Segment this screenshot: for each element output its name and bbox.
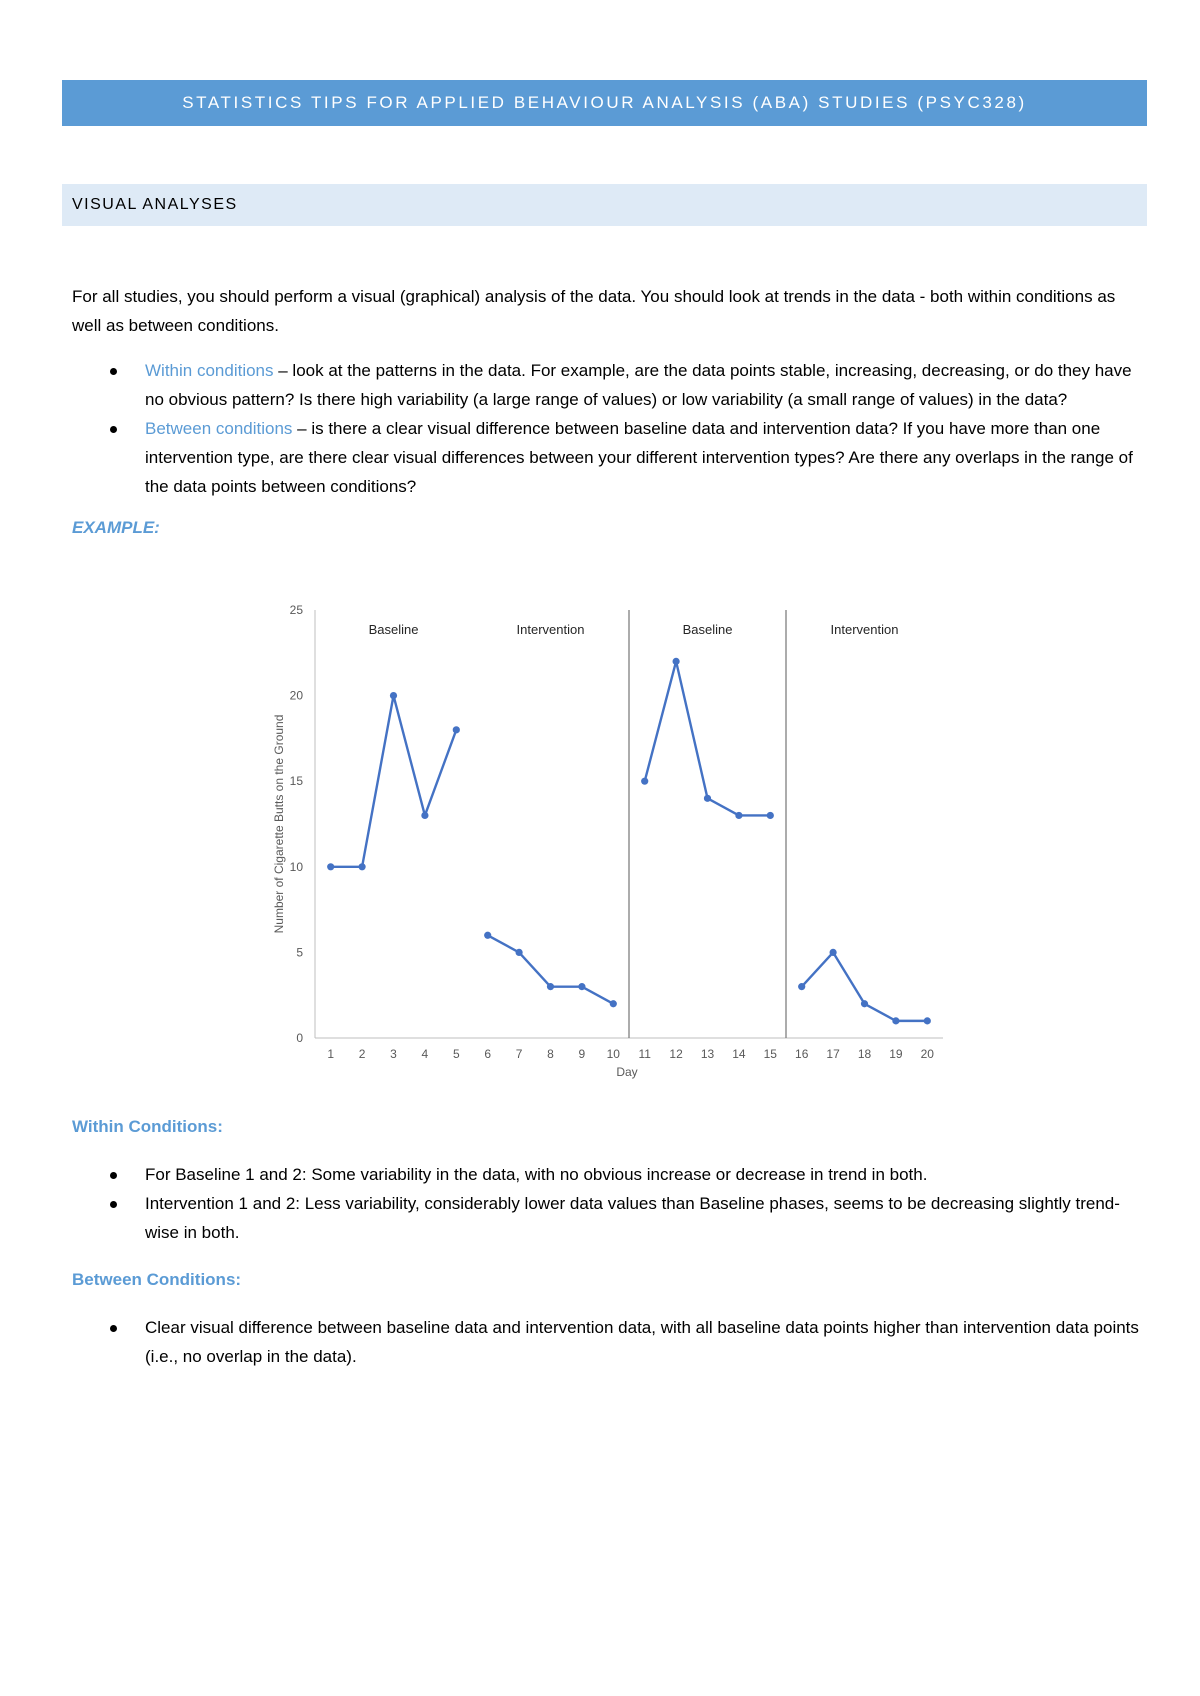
phase-label: Baseline bbox=[368, 622, 419, 637]
x-tick-label: 3 bbox=[390, 1047, 397, 1061]
x-tick-label: 8 bbox=[547, 1047, 554, 1061]
series-line bbox=[802, 952, 928, 1020]
data-point bbox=[547, 983, 554, 990]
x-tick-labels bbox=[327, 1047, 934, 1061]
data-point bbox=[798, 983, 805, 990]
document-body bbox=[72, 282, 1140, 542]
phase-label: Intervention bbox=[830, 622, 899, 637]
x-tick-label: 18 bbox=[857, 1047, 872, 1061]
x-tick-label: 7 bbox=[515, 1047, 523, 1061]
x-tick-label: 4 bbox=[421, 1047, 429, 1061]
y-tick-label: 25 bbox=[289, 603, 303, 617]
series-line bbox=[488, 935, 614, 1003]
data-point bbox=[704, 795, 711, 802]
series-line bbox=[645, 661, 771, 815]
y-tick-label: 5 bbox=[296, 945, 303, 960]
x-tick-label: 11 bbox=[638, 1047, 651, 1061]
x-tick-label: 15 bbox=[763, 1047, 777, 1061]
list-item bbox=[72, 414, 1140, 501]
y-tick-label: 10 bbox=[289, 859, 303, 874]
data-point bbox=[861, 1000, 868, 1007]
y-tick-labels bbox=[290, 603, 304, 1045]
within-conditions-list bbox=[72, 1160, 1140, 1247]
between-conditions-text: – is there a clear visual difference between baseline data and intervention data? If you have more than one intervention type, are there clear visual differences between your different intervention types? Are there any overlaps in the range of the data points between conditions? bbox=[145, 419, 1133, 496]
x-tick-label: 20 bbox=[920, 1047, 934, 1061]
x-tick-label: 10 bbox=[606, 1047, 620, 1061]
document-title: STATISTICS TIPS FOR APPLIED BEHAVIOUR ANALYSIS (ABA) STUDIES (PSYC328) bbox=[182, 93, 1027, 112]
list-item: Clear visual difference between baseline data and intervention data, with all baseline data points higher than intervention data points (i.e., no overlap in the data). bbox=[72, 1313, 1140, 1371]
analysis-section bbox=[72, 1112, 1140, 1371]
x-tick-label: 12 bbox=[669, 1047, 683, 1061]
y-tick-label: 15 bbox=[289, 774, 303, 789]
data-point bbox=[484, 932, 491, 939]
data-point bbox=[892, 1017, 899, 1024]
data-point bbox=[610, 1000, 617, 1007]
between-conditions-term: Between conditions bbox=[145, 419, 293, 438]
data-point bbox=[516, 949, 523, 956]
phase-change-lines bbox=[629, 610, 786, 1038]
section-heading: VISUAL ANALYSES bbox=[72, 196, 238, 213]
x-tick-label: 16 bbox=[795, 1047, 809, 1061]
data-point bbox=[453, 726, 460, 733]
x-tick-label: 6 bbox=[484, 1047, 492, 1061]
data-point bbox=[830, 949, 837, 956]
data-point bbox=[641, 778, 648, 785]
x-tick-label: 1 bbox=[327, 1047, 335, 1061]
data-point bbox=[359, 863, 366, 870]
phase-label: Intervention bbox=[516, 622, 585, 637]
within-conditions-heading: Within Conditions: bbox=[72, 1117, 223, 1136]
example-label: EXAMPLE: bbox=[72, 518, 160, 537]
data-point bbox=[767, 812, 774, 819]
phase-label: Baseline bbox=[682, 622, 733, 637]
y-tick-label: 20 bbox=[289, 688, 303, 703]
x-tick-label: 2 bbox=[358, 1047, 366, 1061]
series-line bbox=[331, 696, 457, 867]
list-item: Intervention 1 and 2: Less variability, considerably lower data values than Baseline phases, seems to be decreasing slightly trend-wise in both. bbox=[72, 1189, 1140, 1247]
data-point bbox=[924, 1017, 931, 1024]
document-title-banner bbox=[62, 80, 1147, 126]
data-point bbox=[421, 812, 428, 819]
phase-labels bbox=[369, 622, 899, 637]
data-point bbox=[390, 692, 397, 699]
x-tick-label: 14 bbox=[732, 1047, 746, 1061]
x-axis-label: Day bbox=[616, 1065, 638, 1079]
data-point bbox=[735, 812, 742, 819]
x-tick-label: 19 bbox=[889, 1047, 903, 1061]
x-tick-label: 9 bbox=[578, 1047, 586, 1061]
x-tick-label: 13 bbox=[700, 1047, 715, 1061]
y-tick-label: 0 bbox=[296, 1031, 303, 1045]
list-item bbox=[72, 356, 1140, 414]
data-point bbox=[327, 863, 334, 870]
between-conditions-list bbox=[72, 1313, 1140, 1371]
x-tick-label: 5 bbox=[452, 1047, 460, 1061]
section-heading-banner bbox=[62, 184, 1147, 226]
within-conditions-text: – look at the patterns in the data. For example, are the data points stable, increasing, decreasing, or do they have no obvious pattern? Is there high variability (a large range of values) or low variability (a small range of values) in the data? bbox=[145, 361, 1132, 409]
data-point bbox=[578, 983, 585, 990]
data-point bbox=[673, 658, 680, 665]
line-chart bbox=[265, 600, 955, 1090]
intro-paragraph: For all studies, you should perform a visual (graphical) analysis of the data. You should look at trends in the data - both within conditions as well as between conditions. bbox=[72, 287, 1116, 335]
criteria-list bbox=[72, 356, 1140, 501]
x-tick-label: 17 bbox=[826, 1047, 840, 1061]
y-axis-label: Number of Cigarette Butts on the Ground bbox=[272, 714, 286, 934]
between-conditions-heading: Between Conditions: bbox=[72, 1270, 242, 1289]
within-conditions-term: Within conditions bbox=[145, 361, 274, 380]
list-item: For Baseline 1 and 2: Some variability in the data, with no obvious increase or decrease in trend in both. bbox=[72, 1160, 1140, 1189]
